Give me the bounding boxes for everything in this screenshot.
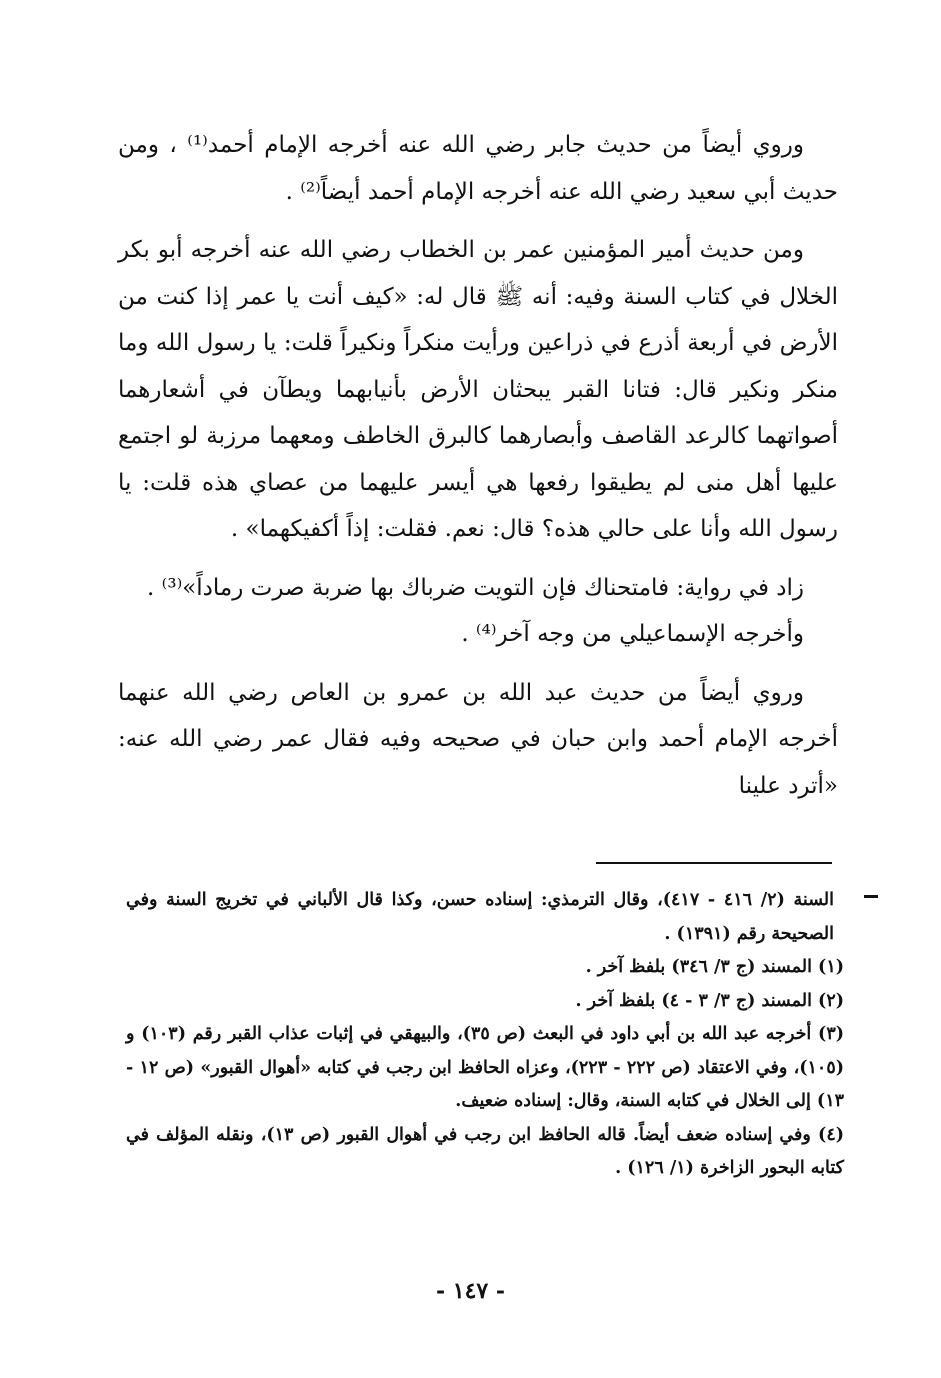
paragraph-ismaili: وأخرجه الإسماعيلي من وجه آخر⁽⁴⁾ . xyxy=(461,621,804,647)
footnotes xyxy=(126,884,844,1186)
footnote-1: (١) المسند (ج ٣/ ٣٤٦) بلفظ آخر . xyxy=(585,957,844,977)
margin-dash xyxy=(864,895,878,898)
paragraph-abdullah-ibn-amr: وروي أيضاً من حديث عبد الله بن عمرو بن العاص رضي الله عنهما أخرجه الإمام أحمد وابن حبان في صحيحه وفيه فقال عمر رضي الله عنه: «أترد علينا xyxy=(118,679,838,799)
main-text xyxy=(118,122,838,809)
paragraph-umar-hadith: ومن حديث أمير المؤمنين عمر بن الخطاب رضي الله عنه أخرجه أبو بكر الخلال في كتاب السنة وفيه: أنه ﷺ قال له: «كيف أنت يا عمر إذا كنت من الأرض في أربعة أذرع في ذراعين ورأيت منكراً ونكيراً قلت: يا رسول الله وما منكر ونكير قال: فتانا القبر يبحثان الأرض بأنيابهما ويطآن في أشعارهما أصواتهما كالرعد القاصف وأبصارهما كالبرق الخاطف ومعهما مرزبة لو اجتمع عليها أهل منى لم يطيقوا رفعها هي أيسر عليهما من عصاي هذه قلت: يا رسول الله وأنا على حالي هذه؟ قال: نعم. فقلت: إذاً أكفيكهما» . xyxy=(118,237,838,542)
footnote-continuation: السنة (٢/ ٤١٦ - ٤١٧)، وقال الترمذي: إسناده حسن، وكذا قال الألباني في تخريج السنة وفي الصحيحة رقم (١٣٩١) . xyxy=(126,890,834,944)
footnote-separator xyxy=(596,862,832,864)
page-number: - ١٤٧ - xyxy=(435,1278,506,1304)
footnote-3: (٣) أخرجه عبد الله بن أبي داود في البعث (ص ٣٥)، والبيهقي في إثبات عذاب القبر رقم (١٠٣) و (١٠٥)، وفي الاعتقاد (ص ٢٢٢ - ٢٢٣)، وعزاه الحافظ ابن رجب في كتابه «أهوال القبور» (ص ١٢ - ١٣) إلى الخلال في كتابه السنة، وقال: إسناده ضعيف. xyxy=(126,1024,845,1111)
footnote-2: (٢) المسند (ج ٣/ ٣ - ٤) بلفظ آخر . xyxy=(575,990,844,1011)
paragraph-jabir: وروي أيضاً من حديث جابر رضي الله عنه أخرجه الإمام أحمد⁽¹⁾ ، ومن حديث أبي سعيد رضي الله عنه أخرجه الإمام أحمد أيضاً⁽²⁾ . xyxy=(118,132,838,205)
footnote-4: (٤) وفي إسناده ضعف أيضاً. قاله الحافظ ابن رجب في أهوال القبور (ص ١٣)، ونقله المؤلف في كتابه البحور الزاخرة (١/ ١٢٦) . xyxy=(126,1124,844,1178)
paragraph-riwaya: زاد في رواية: فامتحناك فإن التويت ضرباك بها ضربة صرت رماداً»⁽³⁾ . xyxy=(147,574,804,601)
